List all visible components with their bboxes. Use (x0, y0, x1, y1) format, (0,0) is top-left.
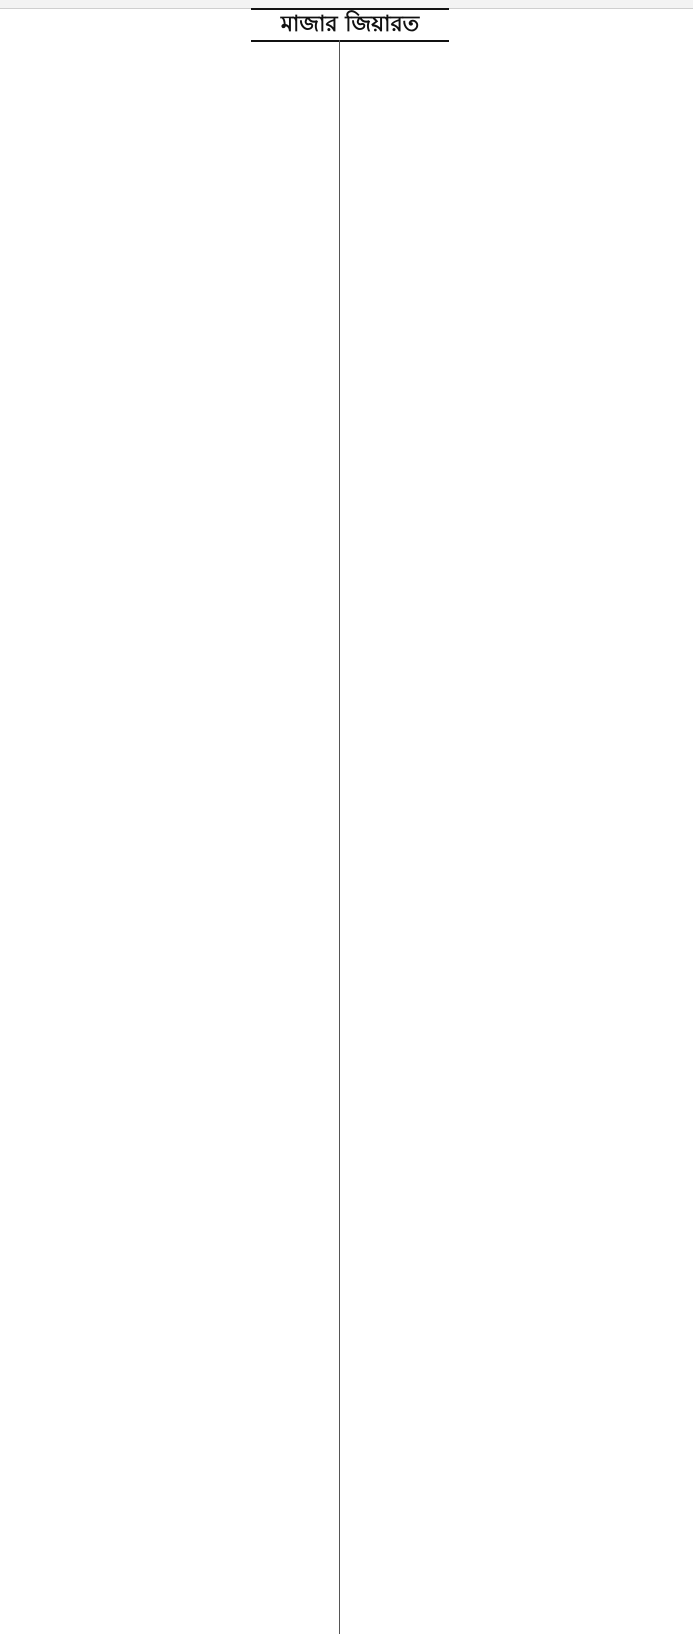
headline-box (251, 8, 449, 42)
headline: মাজার জিয়ারত (280, 12, 420, 37)
article-column-right (346, 40, 683, 1634)
column-divider (339, 40, 340, 1634)
article-column-left (10, 40, 332, 1634)
